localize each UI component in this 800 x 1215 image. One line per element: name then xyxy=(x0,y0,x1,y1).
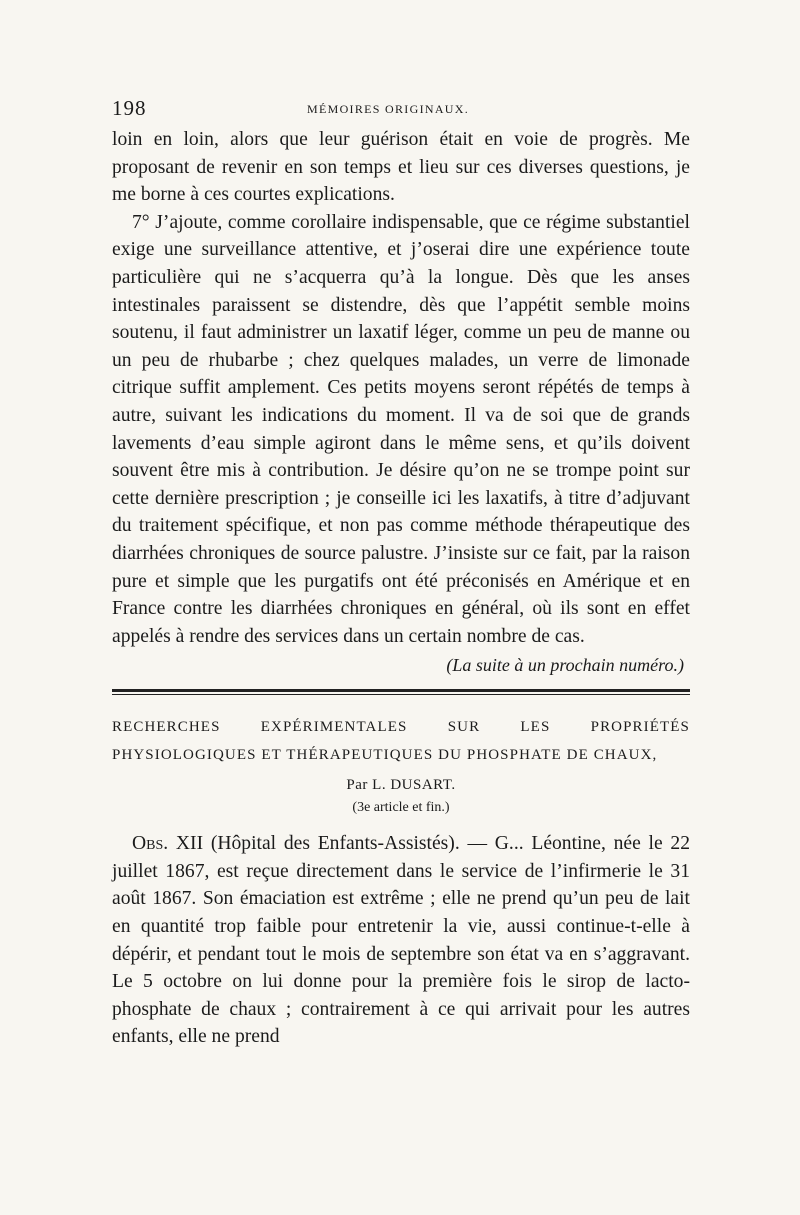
article-part-note: (3e article et fin.) xyxy=(352,800,450,816)
continuation-note xyxy=(112,652,690,679)
page-number: 198 xyxy=(112,96,147,120)
running-title: MÉMOIRES ORIGINAUX. xyxy=(307,102,470,116)
article-byline: Par L. DUSART. xyxy=(346,777,456,794)
section-divider xyxy=(112,689,690,695)
running-header xyxy=(112,96,690,126)
paragraph-point-7: 7° J’ajoute, comme corollaire indispensable, que ce régime substantiel exige une surveillance attentive, et j’oserai dire une expérience toute particulière qui ne s’acquerra qu’à la longue. Dès que les anses intestinales paraissent se distendre, dès que l’appétit semble moins soutenu, il faut administrer un laxatif léger, comme un peu de manne ou un peu de rhubarbe ; chez quelques malades, un verre de limonade citrique suffit amplement. Ces petits moyens seront répétés de temps à autre, suivant les indications du moment. Il va de soi que de grands lavements d’eau simple agiront dans le même sens, et qu’ils doivent souvent être mis à contribution. Je désire qu’on ne se trompe point sur cette dernière prescription ; je conseille ici les laxatifs, à titre d’adjuvant du traitement spécifique, et non pas comme méthode thérapeutique des diarrhées chroniques de source palustre. J’insiste sur ce fait, par la raison pure et simple que les purgatifs ont été préconisés en Amérique et en France contre les diarrhées chroniques en général, où ils sont en effet appelés à rendre des services dans un certain nombre de cas. xyxy=(112,211,690,647)
paragraph-continuation: loin en loin, alors que leur guérison était en voie de progrès. Me proposant de revenir en son temps et lieu sur ces diverses questions, je me borne à ces courtes explications. xyxy=(112,129,690,206)
document-page xyxy=(112,96,690,1051)
continuation-note-text: (La suite à un prochain numéro.) xyxy=(446,655,684,676)
observation-label: Obs. XII xyxy=(132,833,204,855)
article-title: RECHERCHES EXPÉRIMENTALES SUR LES PROPRIÉTÉS PHYSIOLOGIQUES ET THÉRAPEUTIQUES DU PHOSPHATE DE CHAUX, xyxy=(112,719,690,764)
observation-paragraph xyxy=(112,830,690,1051)
observation-text: (Hôpital des Enfants-Assistés). — G... Léontine, née le 22 juillet 1867, est reçue directement dans le service de l’infirmerie le 31 août 1867. Son émaciation est extrême ; elle ne prend qu’un peu de lait en quantité trop faible pour entretenir la vie, aussi continue-t-elle à dépérir, et pendant tout le mois de septembre son état va en s’aggravant. Le 5 octobre on lui donne pour la première fois le sirop de lacto-phosphate de chaux ; contrairement à ce qui arrivait pour les autres enfants, elle ne prend xyxy=(112,833,690,1048)
